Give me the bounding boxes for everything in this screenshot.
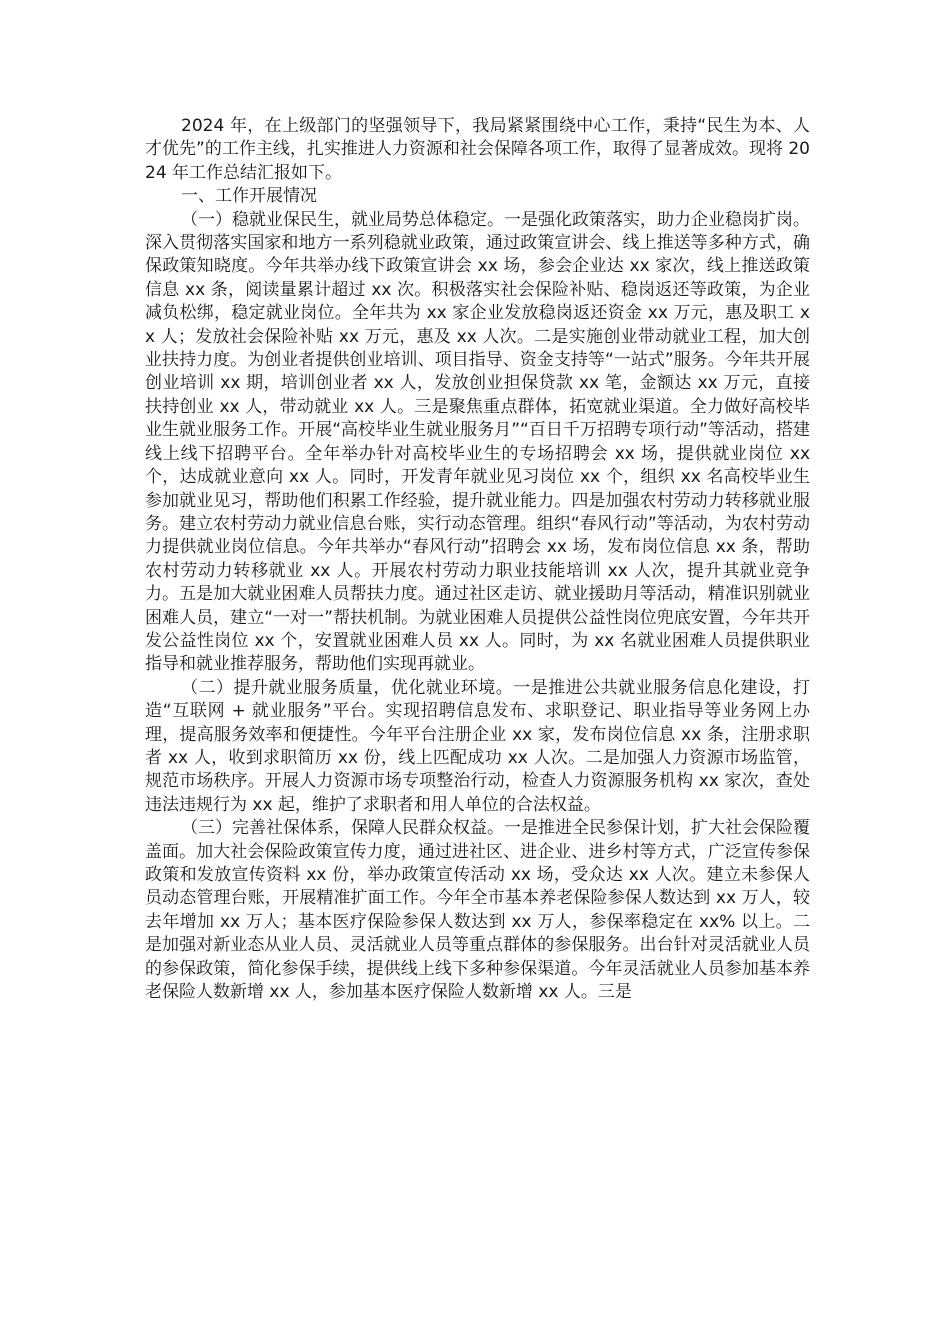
intro-paragraph: 2024 年，在上级部门的坚强领导下，我局紧紧围绕中心工作，秉持“民生为本、人才优先”的工作主线，扎实推进人力资源和社会保障各项工作，取得了显著成效。现将 2024 年工作总结汇报如下。: [145, 116, 810, 183]
paragraph-employment: （一）稳就业保民生，就业局势总体稳定。一是强化政策落实，助力企业稳岗扩岗。深入贯彻落实国家和地方一系列稳就业政策，通过政策宣讲会、线上推送等多种方式，确保政策知晓度。今年共举办线下政策宣讲会 xx 场，参会企业达 xx 家次，线上推送政策信息 xx 条，阅读量累计超过 xx 次。积极落实社会保险补贴、稳岗返还等政策，为企业减负松绑，稳定就业岗位。全年共为 xx 家企业发放稳岗返还资金 xx 万元，惠及职工 xx 人；发放社会保险补贴 xx 万元，惠及 xx 人次。二是实施创业带动就业工程，加大创业扶持力度。为创业者提供创业培训、项目指导、资金支持等“一站式”服务。今年共开展创业培训 xx 期，培训创业者 xx 人，发放创业担保贷款 xx 笔，金额达 xx 万元，直接扶持创业 xx 人，带动就业 xx 人。三是聚焦重点群体，拓宽就业渠道。全力做好高校毕业生就业服务工作。开展“高校毕业生就业服务月”“百日千万招聘专项行动”等活动，搭建线上线下招聘平台。全年举办针对高校毕业生的专场招聘会 xx 场，提供就业岗位 xx 个，达成就业意向 xx 人。同时，开发青年就业见习岗位 xx 个，组织 xx 名高校毕业生参加就业见习，帮助他们积累工作经验，提升就业能力。四是加强农村劳动力转移就业服务。建立农村劳动力就业信息台账，实行动态管理。组织“春风行动”等活动，为农村劳动力提供就业岗位信息。今年共举办“春风行动”招聘会 xx 场，发布岗位信息 xx 条，帮助农村劳动力转移就业 xx 人。开展农村劳动力职业技能培训 xx 人次，提升其就业竞争力。五是加大就业困难人员帮扶力度。通过社区走访、就业援助月等活动，精准识别就业困难人员，建立“一对一”帮扶机制。为就业困难人员提供公益性岗位兜底安置，今年共开发公益性岗位 xx 个，安置就业困难人员 xx 人。同时，为 xx 名就业困难人员提供职业指导和就业推荐服务，帮助他们实现再就业。: [145, 209, 810, 675]
document-page: [145, 115, 810, 1004]
section-heading: 一、工作开展情况: [181, 186, 317, 207]
paragraph-social-security: （三）完善社保体系，保障人民群众权益。一是推进全民参保计划，扩大社会保险覆盖面。加大社会保险政策宣传力度，通过进社区、进企业、进乡村等方式，广泛宣传参保政策和发放宣传资料 xx 份，举办政策宣传活动 xx 场，受众达 xx 人次。建立未参保人员动态管理台账，开展精准扩面工作。今年全市基本养老保险参保人数达到 xx 万人，较去年增加 xx 万人；基本医疗保险参保人数达到 xx 万人，参保率稳定在 xx% 以上。二是加强对新业态从业人员、灵活就业人员等重点群体的参保服务。出台针对灵活就业人员的参保政策，简化参保手续，提供线上线下多种参保渠道。今年灵活就业人员参加基本养老保险人数新增 xx 人，参加基本医疗保险人数新增 xx 人。三是: [145, 818, 810, 1003]
paragraph-service-quality: （二）提升就业服务质量，优化就业环境。一是推进公共就业服务信息化建设，打造“互联网 + 就业服务”平台。实现招聘信息发布、求职登记、职业指导等业务网上办理，提高服务效率和便捷性。今年平台注册企业 xx 家，发布岗位信息 xx 条，注册求职者 xx 人，收到求职简历 xx 份，线上匹配成功 xx 人次。二是加强人力资源市场监管，规范市场秩序。开展人力资源市场专项整治行动，检查人力资源服务机构 xx 家次，查处违法违规行为 xx 起，维护了求职者和用人单位的合法权益。: [145, 677, 810, 815]
